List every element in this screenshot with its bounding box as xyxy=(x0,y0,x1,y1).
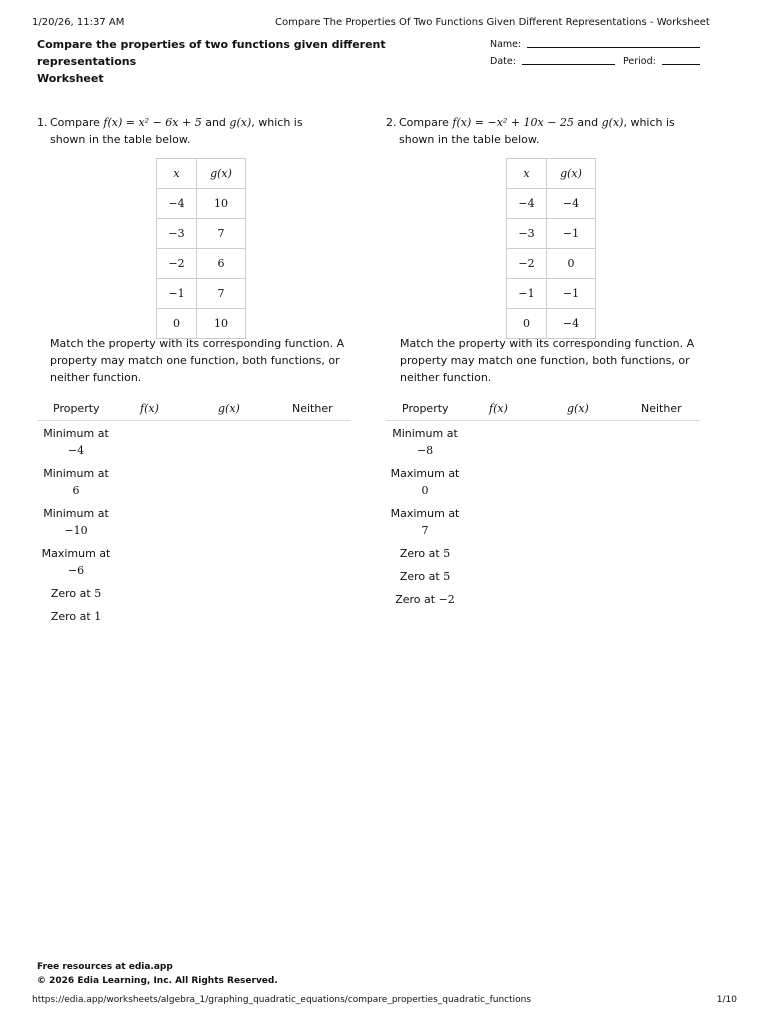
table-row: −1 7 xyxy=(157,279,246,309)
match-instructions: Match the property with its corresponding function. A property may match one function, both functions, or neither function. xyxy=(50,337,345,384)
g-col-header: g(x) xyxy=(567,402,589,415)
table-row: −4 −4 xyxy=(507,189,596,219)
table-header-gx: g(x) xyxy=(197,159,246,189)
property-item[interactable]: Minimum at −4 xyxy=(43,427,109,457)
property-item[interactable]: Minimum at −10 xyxy=(43,507,109,537)
footer-resources: Free resources at edia.app xyxy=(37,962,173,972)
print-header xyxy=(32,17,736,31)
table-header-x: x xyxy=(157,159,197,189)
problem-2 xyxy=(386,114,716,148)
table-header-gx: g(x) xyxy=(547,159,596,189)
property-item[interactable]: Minimum at 6 xyxy=(43,467,109,497)
name-field[interactable] xyxy=(527,47,700,48)
worksheet-title xyxy=(37,36,467,87)
worksheet-title-line2: Worksheet xyxy=(37,72,104,85)
table-header-x: x xyxy=(507,159,547,189)
problem-stem: Compare f(x) = x² − 6x + 5 and g(x), which is shown in the table below. xyxy=(50,116,303,146)
neither-col-header: Neither xyxy=(292,402,333,415)
g-col-header: g(x) xyxy=(218,402,240,415)
period-field[interactable] xyxy=(662,64,700,65)
g-expression: g(x) xyxy=(601,116,624,129)
property-col-header: Property xyxy=(53,402,100,415)
date-label: Date: xyxy=(490,56,516,67)
f-expression: f(x) = −x² + 10x − 25 xyxy=(452,116,574,129)
table-row: −2 6 xyxy=(157,249,246,279)
g-expression: g(x) xyxy=(229,116,252,129)
footer-url[interactable]: https://edia.app/worksheets/algebra_1/graphing_quadratic_equations/compare_properties_quadratic_functions xyxy=(32,995,532,1005)
page-number: 1/10 xyxy=(716,995,737,1005)
table-row: −4 10 xyxy=(157,189,246,219)
problem-stem: Compare f(x) = −x² + 10x − 25 and g(x), which is shown in the table below. xyxy=(399,116,675,146)
print-datetime: 1/20/26, 11:37 AM xyxy=(32,17,125,28)
property-item[interactable]: Zero at 5 xyxy=(50,587,102,600)
f-col-header: f(x) xyxy=(140,402,159,415)
match-instructions: Match the property with its corresponding function. A property may match one function, both functions, or neither function. xyxy=(400,337,695,384)
table-row: 0 10 xyxy=(157,309,246,339)
property-table-header xyxy=(386,398,700,421)
property-col-header: Property xyxy=(402,402,449,415)
worksheet-title-line1: Compare the properties of two functions given different representations xyxy=(37,38,386,68)
g-values-table xyxy=(506,158,596,339)
property-item[interactable]: Zero at 1 xyxy=(50,610,102,623)
table-row: −1 −1 xyxy=(507,279,596,309)
table-row: 0 −4 xyxy=(507,309,596,339)
print-page-title: Compare The Properties Of Two Functions Given Different Representations - Worksheet xyxy=(275,17,710,28)
problem-number: 2. xyxy=(386,116,397,129)
property-item[interactable]: Zero at 5 xyxy=(399,547,451,560)
property-item[interactable]: Maximum at −6 xyxy=(41,547,111,577)
problem-number: 1. xyxy=(37,116,48,129)
g-values-table xyxy=(156,158,246,339)
property-item[interactable]: Zero at −2 xyxy=(395,593,455,606)
property-item[interactable]: Maximum at 0 xyxy=(390,467,460,497)
period-label: Period: xyxy=(623,56,656,67)
property-item[interactable]: Minimum at −8 xyxy=(392,427,458,457)
name-label: Name: xyxy=(490,39,522,50)
problem-1 xyxy=(37,114,367,148)
neither-col-header: Neither xyxy=(641,402,682,415)
table-row: −3 −1 xyxy=(507,219,596,249)
property-item[interactable]: Maximum at 7 xyxy=(390,507,460,537)
property-table-header xyxy=(37,398,351,421)
f-expression: f(x) = x² − 6x + 5 xyxy=(103,116,202,129)
date-field[interactable] xyxy=(522,64,615,65)
footer-copyright: © 2026 Edia Learning, Inc. All Rights Reserved. xyxy=(37,976,278,986)
table-row: −2 0 xyxy=(507,249,596,279)
f-col-header: f(x) xyxy=(489,402,508,415)
property-item[interactable]: Zero at 5 xyxy=(399,570,451,583)
table-row: −3 7 xyxy=(157,219,246,249)
